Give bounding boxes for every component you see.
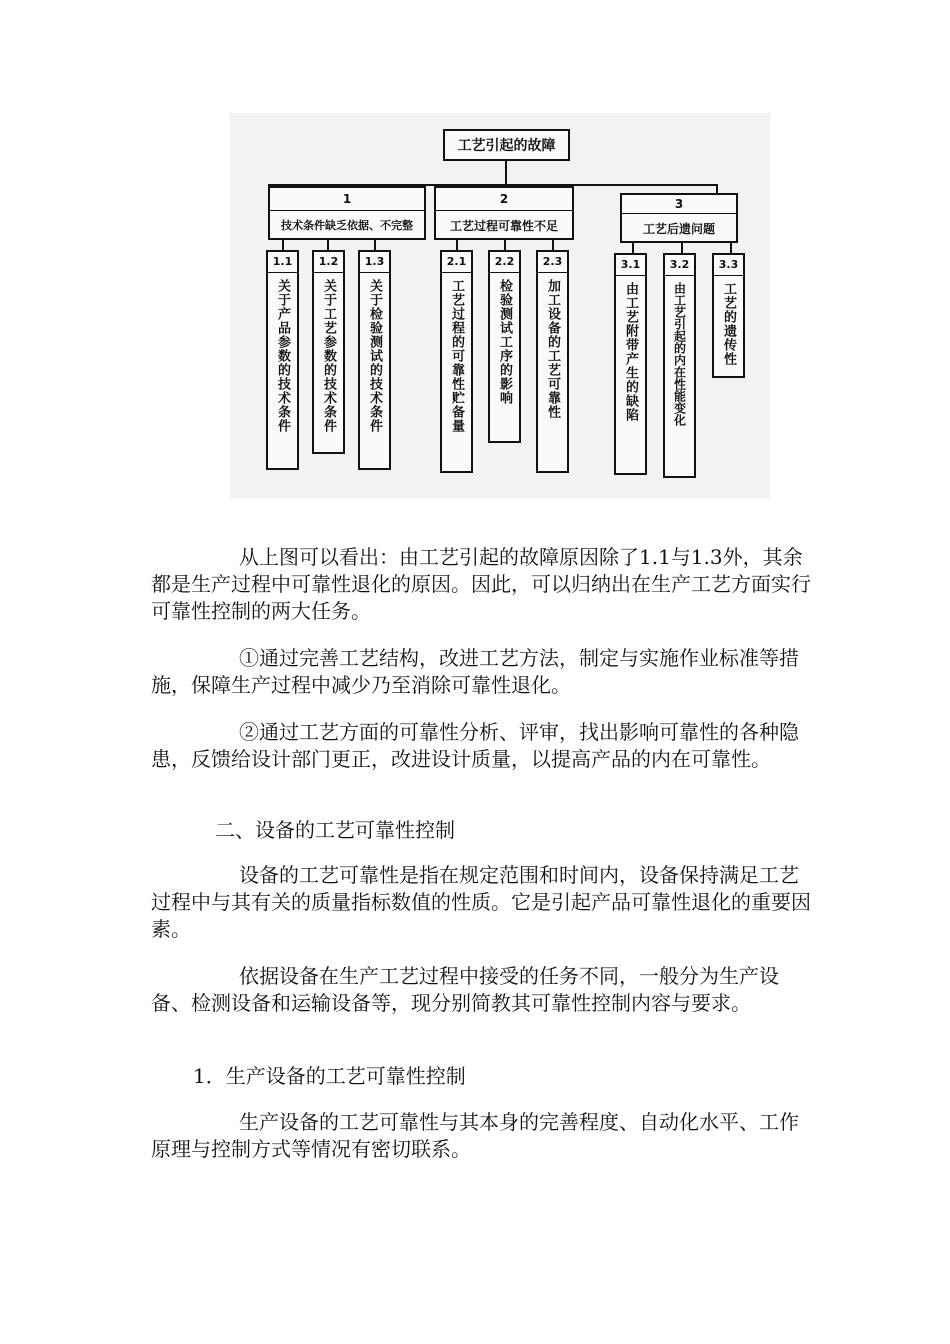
category-3-number: 3 — [622, 195, 736, 214]
paragraph-equipment-types: 依据设备在生产工艺过程中接受的任务不同，一般分为生产设备、检测设备和运输设备等，现分别简教其可靠性控制内容与要求。 — [151, 964, 779, 1015]
paragraph-equipment-definition: 设备的工艺可靠性是指在规定范围和时间内，设备保持满足工艺过程中与其有关的质量指标数值的性质。它是引起产品可靠性退化的重要因素。 — [151, 863, 811, 941]
category-1-node — [268, 186, 426, 240]
leaf-2-3 — [536, 250, 569, 473]
connector-2-1 — [456, 240, 458, 250]
connector-3-3 — [730, 243, 732, 253]
leaf-3-3 — [712, 253, 745, 378]
leaf-2-1 — [440, 250, 473, 473]
leaf-3-1-number: 3.1 — [616, 255, 645, 276]
leaf-1-3-number: 1.3 — [360, 252, 389, 273]
leaf-2-2-text: 检验测试工序的影响 — [497, 279, 512, 405]
connector-2-2 — [504, 240, 506, 250]
leaf-1-2-text: 关于工艺参数的技术条件 — [321, 279, 336, 433]
category-1-label: 技术条件缺乏依据、不完整 — [281, 219, 413, 232]
leaf-3-2-number: 3.2 — [665, 255, 694, 276]
connector-2-3 — [552, 240, 554, 250]
category-3-label: 工艺后遗问题 — [642, 222, 715, 236]
leaf-2-2-number: 2.2 — [490, 252, 519, 273]
leaf-3-3-text: 工艺的遗传性 — [721, 282, 736, 366]
connector-1-1 — [282, 240, 284, 250]
paragraph-production-equipment: 生产设备的工艺可靠性与其本身的完善程度、自动化水平、工作原理与控制方式等情况有密切联系。 — [151, 1110, 799, 1161]
leaf-2-1-number: 2.1 — [442, 252, 471, 273]
category-3-node — [620, 193, 738, 243]
leaf-2-3-text: 加工设备的工艺可靠性 — [545, 279, 560, 419]
root-label: 工艺引起的故障 — [457, 138, 556, 154]
leaf-3-3-number: 3.3 — [714, 255, 743, 276]
leaf-1-1 — [266, 250, 299, 470]
root-connector — [505, 161, 507, 185]
category-2-node — [434, 186, 574, 240]
paragraph-task-2: ②通过工艺方面的可靠性分析、评审，找出影响可靠性的各种隐患，反馈给设计部门更正，改进设计质量，以提高产品的内在可靠性。 — [151, 720, 799, 771]
leaf-1-1-number: 1.1 — [268, 252, 297, 273]
leaf-1-2-number: 1.2 — [314, 252, 343, 273]
connector-3-2 — [681, 243, 683, 253]
leaf-3-1 — [614, 253, 647, 475]
category-2-number: 2 — [436, 188, 572, 211]
leaf-2-2 — [488, 250, 521, 443]
leaf-2-3-number: 2.3 — [538, 252, 567, 273]
leaf-2-1-text: 工艺过程的可靠性贮备量 — [449, 279, 464, 433]
subsection-heading-1: 1．生产设备的工艺可靠性控制 — [193, 1064, 466, 1088]
paragraph-conclusion: 从上图可以看出：由工艺引起的故障原因除了1.1与1.3外，其余都是生产过程中可靠性退化的原因。因此，可以归纳出在生产工艺方面实行可靠性控制的两大任务。 — [151, 545, 811, 623]
leaf-1-3-text: 关于检验测试的技术条件 — [367, 279, 382, 433]
category-1-number: 1 — [270, 188, 424, 211]
fault-tree-diagram — [230, 113, 770, 498]
connector-3-1 — [632, 243, 634, 253]
connector-1-2 — [327, 240, 329, 250]
leaf-3-2 — [663, 253, 696, 478]
section-heading-2: 二、设备的工艺可靠性控制 — [215, 818, 455, 842]
paragraph-task-1: ①通过完善工艺结构，改进工艺方法，制定与实施作业标准等措施，保障生产过程中减少乃至消除可靠性退化。 — [151, 646, 799, 697]
connector-1-3 — [374, 240, 376, 250]
leaf-3-2-text: 由工艺引起的内在性能变化 — [672, 282, 687, 426]
root-node — [443, 129, 570, 161]
leaf-1-3 — [358, 250, 391, 470]
leaf-1-1-text: 关于产品参数的技术条件 — [275, 279, 290, 433]
category-2-label: 工艺过程可靠性不足 — [449, 219, 558, 233]
leaf-3-1-text: 由工艺附带产生的缺陷 — [623, 282, 638, 422]
leaf-1-2 — [312, 250, 345, 454]
